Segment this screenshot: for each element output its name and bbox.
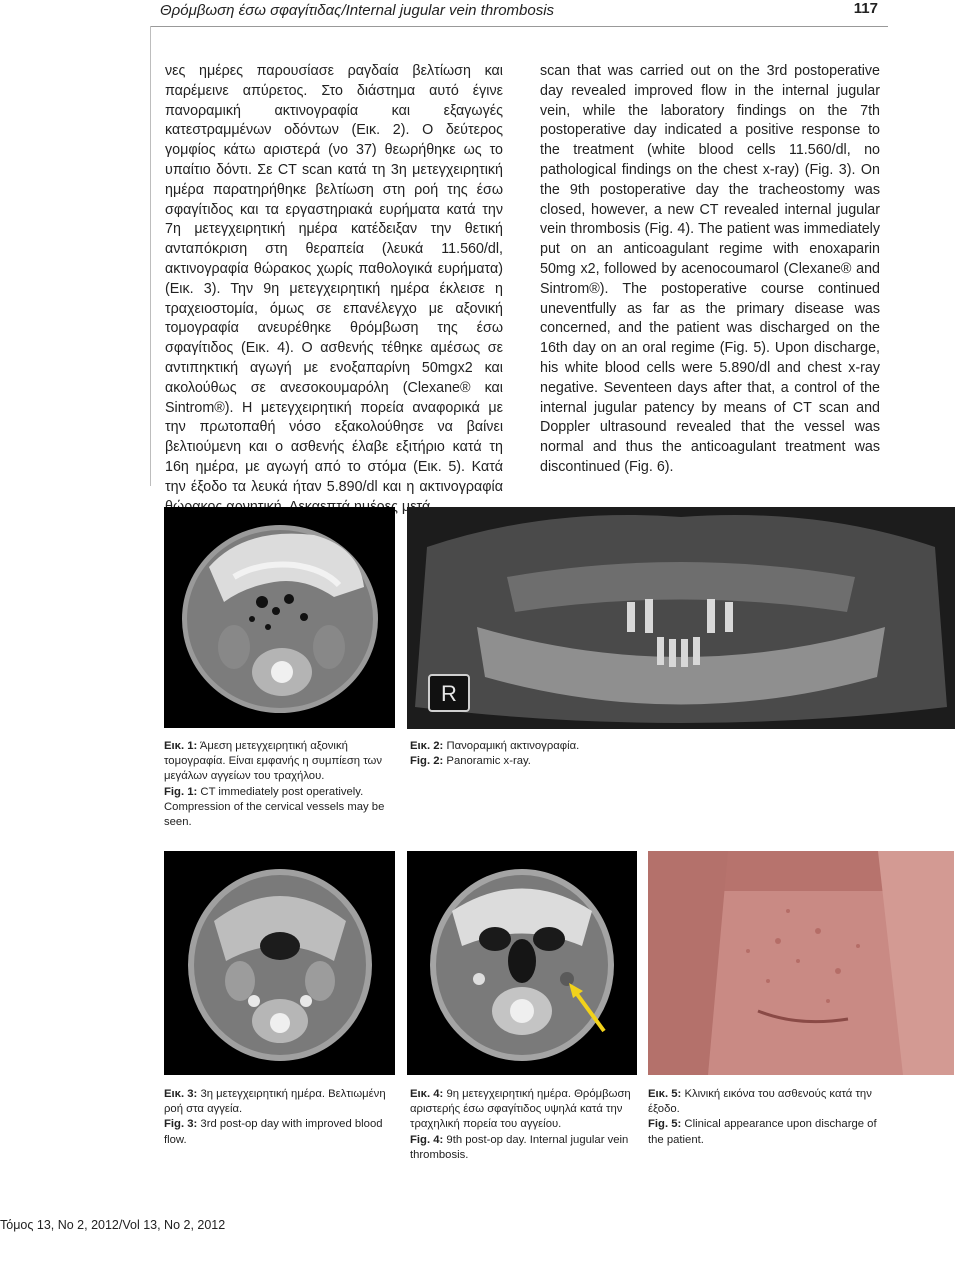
figure-2-caption-greek: Πανοραμική ακτινογραφία. [446, 740, 580, 752]
figure-5-caption-english: Clinical appearance upon discharge of the patient. [648, 1118, 877, 1146]
figure-2-label-english: Fig. 2: [410, 755, 444, 768]
figure-1-caption-english: CT immediately post operatively. Compression of the cervical vessels may be seen. [164, 785, 385, 829]
figure-2-caption-english: Panoramic x-ray. [446, 755, 531, 768]
figure-5-caption [648, 1087, 888, 1148]
figure-4-caption [410, 1087, 638, 1163]
header-rule [150, 26, 888, 27]
journal-footer: Τόμος 13, No 2, 2012/Vol 13, No 2, 2012 [0, 1218, 226, 1232]
body-text-english: scan that was carried out on the 3rd postoperative day revealed improved flow in the internal jugular vein, while the laboratory findings on the 7th postoperative day indicated a positive response to the treatment (white blood cells 11.560/dl, no pathological findings on the chest x-ray) (Fig. 3). On the 9th postoperative day the tracheostomy was closed, however, a new CT revealed internal jugular vein thrombosis (Fig. 4). The patient was immediately put on an anticoagulant regime with enoxaparin 50mg x2, followed by acenocoumarol (Clexane® and Sintrom®). The postoperative course continued uneventfully as far as the primary disease was concerned, and the patient was discharged on the 16th day on an oral regime (Fig. 5). Upon discharge, his white blood cells were 5.890/dl and chest x-ray negative. Seventeen days after that, a control of the internal jugular patency by means of CT scan and Doppler ultrasound revealed that the vessel was normal and thus the anticoagulant treatment was discontinued (Fig. 6). [540, 63, 880, 475]
figure-3-ct-image [164, 851, 395, 1075]
figure-5-caption-greek: Κλινική εικόνα του ασθενούς κατά την έξοδο. [648, 1088, 872, 1116]
figure-1-label-greek: Εικ. 1: [164, 740, 198, 752]
figure-5-label-english: Fig. 5: [648, 1118, 682, 1131]
column-rule [150, 26, 151, 486]
figure-5-clinical-photo [648, 851, 954, 1075]
page-number: 117 [853, 0, 878, 17]
figure-3-caption-greek: 3η μετεγχειρητική ημέρα. Βελτιωμένη ροή στα αγγεία. [164, 1088, 386, 1116]
figure-4-label-greek: Εικ. 4: [410, 1088, 444, 1100]
figure-2-panoramic-xray [407, 507, 955, 729]
figure-2-caption [410, 739, 710, 769]
figure-1-label-english: Fig. 1: [164, 785, 198, 798]
figure-3-label-greek: Εικ. 3: [164, 1088, 198, 1100]
figure-4-caption-english: 9th post-op day. Internal jugular vein thrombosis. [410, 1133, 629, 1161]
figure-4-caption-greek: 9η μετεγχειρητική ημέρα. Θρόμβωση αριστερής έσω σφαγίτιδος υψηλά κατά την τραχηλική πορεία του αγγείου. [410, 1088, 631, 1131]
figure-1-caption [164, 739, 388, 830]
figure-3-caption [164, 1087, 394, 1148]
figure-4-ct-image [407, 851, 637, 1075]
body-text-greek: νες ημέρες παρουσίασε ραγδαία βελτίωση και παρέμεινε απύρετος. Στο διάστημα αυτό έγινε πανοραμική ακτινογραφία και εξαγωγές κατεστραμμένων οδόντων (Εικ. 2). Ο δεύτερος γομφίος κάτω αριστερά (νο 37) θεωρήθηκε ως το υπαίτιο δόντι. Σε CT scan κατά τη 3η μετεγχειρητική ημέρα παρατηρήθηκε βελτίωση στη ροή της έσω σφαγίτιδος και τα εργαστηριακά ευρήματα κατά την 7η μετεγχειρητική ημέρα κατέδειξαν την θετική ανταπόκριση στη θεραπεία (λευκά 11.560/dl, ακτινογραφία θώρακος χωρίς παθολογικά ευρήματα) (Εικ. 3). Την 9η μετεγχειρητική ημέρα έκλεισε η τραχειοστομία, όμως σε επανέλεγχο με αξονική τομογραφία ανευρέθηκε θρόμβωση της έσω σφαγίτιδος (Εικ. 4). Ο ασθενής τέθηκε αμέσως σε αντιπηκτική αγωγή με ενοξαπαρίνη 50mgx2 και ακολούθως σε ανεσοκουμαρόλη (Clexane® και Sintrom®). Η μετεγχειρητική πορεία αναφορικά με την πρωτοπαθή νόσο εξακολούθησε να βαίνει βελτιούμενη και ο ασθενής έλαβε εξιτήριο κατά τη 16η ημέρα, με αγωγή από το στόμα (Εικ. 5). Κατά την έξοδο τα λευκά ήταν 5.890/dl και η ακτινογραφία [165, 63, 503, 495]
figure-1-caption-greek: Άμεση μετεγχειρητική αξονική τομογραφία. Είναι εμφανής η συμπίεση των μεγάλων αγγείων του τραχήλου. [164, 740, 382, 783]
figure-4-label-english: Fig. 4: [410, 1133, 444, 1146]
figure-2-label-greek: Εικ. 2: [410, 740, 444, 752]
figure-5-label-greek: Εικ. 5: [648, 1088, 682, 1100]
figure-3-label-english: Fig. 3: [164, 1118, 198, 1131]
running-header-title: Θρόμβωση έσω σφαγίτιδας/Internal jugular vein thrombosis [160, 2, 555, 19]
figure-1-ct-image [164, 507, 395, 728]
figure-3-caption-english: 3rd post-op day with improved blood flow. [164, 1118, 383, 1146]
figure-2-marker-r: R [441, 681, 457, 706]
